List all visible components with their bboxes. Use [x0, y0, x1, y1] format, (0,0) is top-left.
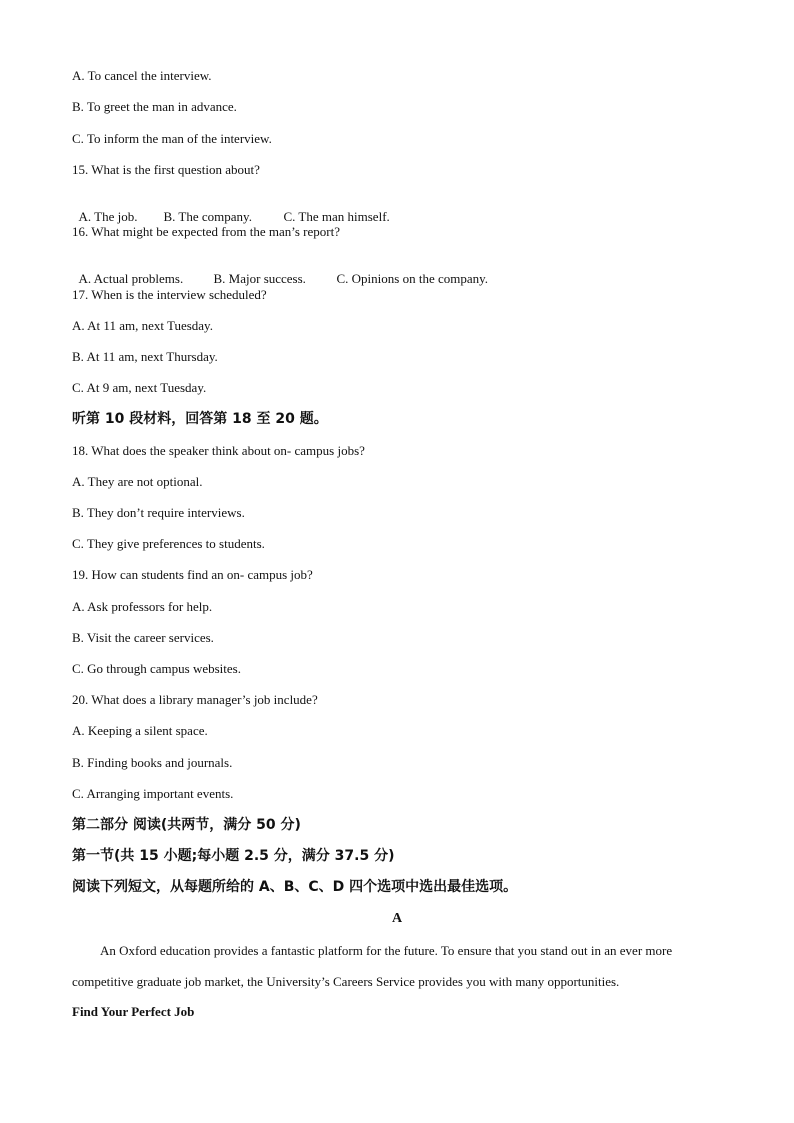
question-19: 19. How can students find an on- campus job?: [72, 567, 313, 582]
q14-option-a: A. To cancel the interview.: [72, 68, 212, 83]
q20-option-b: B. Finding books and journals.: [72, 755, 233, 770]
q20-option-c: C. Arranging important events.: [72, 786, 234, 801]
q16-option-c: C. Opinions on the company.: [336, 271, 489, 286]
q16-option-a: A. Actual problems.: [78, 271, 184, 286]
q15-option-b: B. The company.: [163, 209, 252, 224]
q19-option-c: C. Go through campus websites.: [72, 661, 241, 676]
q18-option-a: A. They are not optional.: [72, 474, 203, 489]
q16-option-b: B. Major success.: [213, 271, 306, 286]
question-15: 15. What is the first question about?: [72, 162, 260, 177]
reading-instruction: 阅读下列短文，从每题所给的 A、B、C、D 四个选项中选出最佳选项。: [72, 879, 518, 895]
q15-option-c: C. The man himself.: [283, 209, 390, 224]
question-18: 18. What does the speaker think about on- campus jobs?: [72, 443, 365, 458]
passage-paragraph: An Oxford education provides a fantastic platform for the future. To ensure that you stand out in an ever more competitive graduate job market, the University’s Careers Service provides you with many opportunities.: [72, 943, 673, 989]
q14-option-b: B. To greet the man in advance.: [72, 99, 237, 114]
question-16: 16. What might be expected from the man’s report?: [72, 224, 340, 239]
q14-option-c: C. To inform the man of the interview.: [72, 131, 272, 146]
q17-option-b: B. At 11 am, next Thursday.: [72, 349, 218, 364]
passage-subheading: Find Your Perfect Job: [72, 1004, 195, 1019]
part-two-heading: 第二部分 阅读(共两节，满分 50 分): [72, 817, 301, 833]
q19-option-a: A. Ask professors for help.: [72, 599, 213, 614]
q20-option-a: A. Keeping a silent space.: [72, 723, 208, 738]
question-17: 17. When is the interview scheduled?: [72, 287, 267, 302]
section-one-heading: 第一节(共 15 小题;每小题 2.5 分，满分 37.5 分): [72, 848, 395, 864]
q19-option-b: B. Visit the career services.: [72, 630, 214, 645]
q18-option-c: C. They give preferences to students.: [72, 536, 265, 551]
passage-label: A: [391, 911, 403, 926]
question-20: 20. What does a library manager’s job include?: [72, 692, 318, 707]
q15-options: [72, 193, 390, 225]
q17-option-a: A. At 11 am, next Tuesday.: [72, 318, 213, 333]
q18-option-b: B. They don’t require interviews.: [72, 505, 245, 520]
q15-option-a: A. The job.: [78, 209, 138, 224]
section-10-heading: 听第 10 段材料，回答第 18 至 20 题。: [72, 411, 328, 427]
q16-options: [72, 255, 488, 287]
q17-option-c: C. At 9 am, next Tuesday.: [72, 380, 207, 395]
